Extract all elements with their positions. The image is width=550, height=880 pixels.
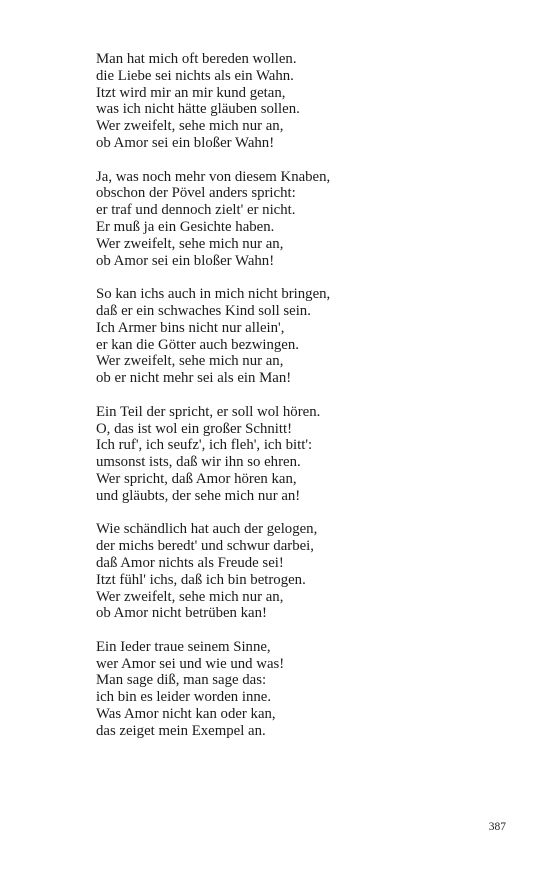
poem-line: Wie schändlich hat auch der gelogen, — [96, 521, 318, 538]
poem-line: ob er nicht mehr sei als ein Man! — [96, 370, 292, 387]
poem-line: Ich ruf', ich seufz', ich fleh', ich bitt': — [96, 437, 313, 454]
poem-line: Ein Ieder traue seinem Sinne, — [96, 638, 271, 655]
poem-line: Wer spricht, daß Amor hören kan, — [96, 470, 297, 487]
page-number: 387 — [488, 821, 506, 833]
stanza-2 — [96, 169, 516, 270]
poem-line: umsonst ists, daß wir ihn so ehren. — [96, 454, 301, 471]
poem-line: er traf und dennoch zielt' er nicht. — [96, 202, 296, 219]
stanza-6 — [96, 639, 516, 740]
poem-line: Ein Teil der spricht, er soll wol hören. — [96, 403, 321, 420]
poem-line: Wer zweifelt, sehe mich nur an, — [96, 118, 284, 135]
poem-line: obschon der Pövel anders spricht: — [96, 185, 296, 202]
poem-body — [96, 51, 516, 756]
poem-line: der michs beredt' und schwur darbei, — [96, 538, 314, 555]
poem-line: wer Amor sei und wie und was! — [96, 655, 285, 672]
poem-line: Er muß ja ein Gesichte haben. — [96, 218, 275, 235]
poem-line: und gläubts, der sehe mich nur an! — [96, 487, 301, 504]
poem-line: daß Amor nichts als Freude sei! — [96, 554, 284, 571]
poem-line: So kan ichs auch in mich nicht bringen, — [96, 286, 331, 303]
poem-line: daß er ein schwaches Kind soll sein. — [96, 302, 311, 319]
poem-line: ob Amor sei ein bloßer Wahn! — [96, 252, 275, 269]
poem-line: Itzt wird mir an mir kund getan, — [96, 84, 286, 101]
poem-line: Itzt fühl' ichs, daß ich bin betrogen. — [96, 571, 306, 588]
poem-line: Ich Armer bins nicht nur allein', — [96, 319, 285, 336]
poem-line: Man hat mich oft bereden wollen. — [96, 51, 297, 67]
poem-line: Wer zweifelt, sehe mich nur an, — [96, 235, 284, 252]
poem-line: Ja, was noch mehr von diesem Knaben, — [96, 168, 331, 185]
stanza-4 — [96, 404, 516, 505]
poem-line: ob Amor nicht betrüben kan! — [96, 605, 267, 622]
poem-line: Was Amor nicht kan oder kan, — [96, 706, 276, 723]
poem-line: Wer zweifelt, sehe mich nur an, — [96, 353, 284, 370]
poem-line: O, das ist wol ein großer Schnitt! — [96, 420, 293, 437]
stanza-3 — [96, 286, 516, 387]
poem-line: Man sage diß, man sage das: — [96, 672, 267, 689]
poem-line: ich bin es leider worden inne. — [96, 689, 272, 706]
stanza-1 — [96, 51, 516, 152]
poem-line: das zeiget mein Exempel an. — [96, 722, 266, 739]
poem-line: ob Amor sei ein bloßer Wahn! — [96, 134, 275, 151]
poem-line: was ich nicht hätte gläuben sollen. — [96, 101, 300, 118]
poem-line: die Liebe sei nichts als ein Wahn. — [96, 67, 294, 84]
poem-line: Wer zweifelt, sehe mich nur an, — [96, 588, 284, 605]
poem-line: er kan die Götter auch bezwingen. — [96, 336, 299, 353]
stanza-5 — [96, 521, 516, 622]
